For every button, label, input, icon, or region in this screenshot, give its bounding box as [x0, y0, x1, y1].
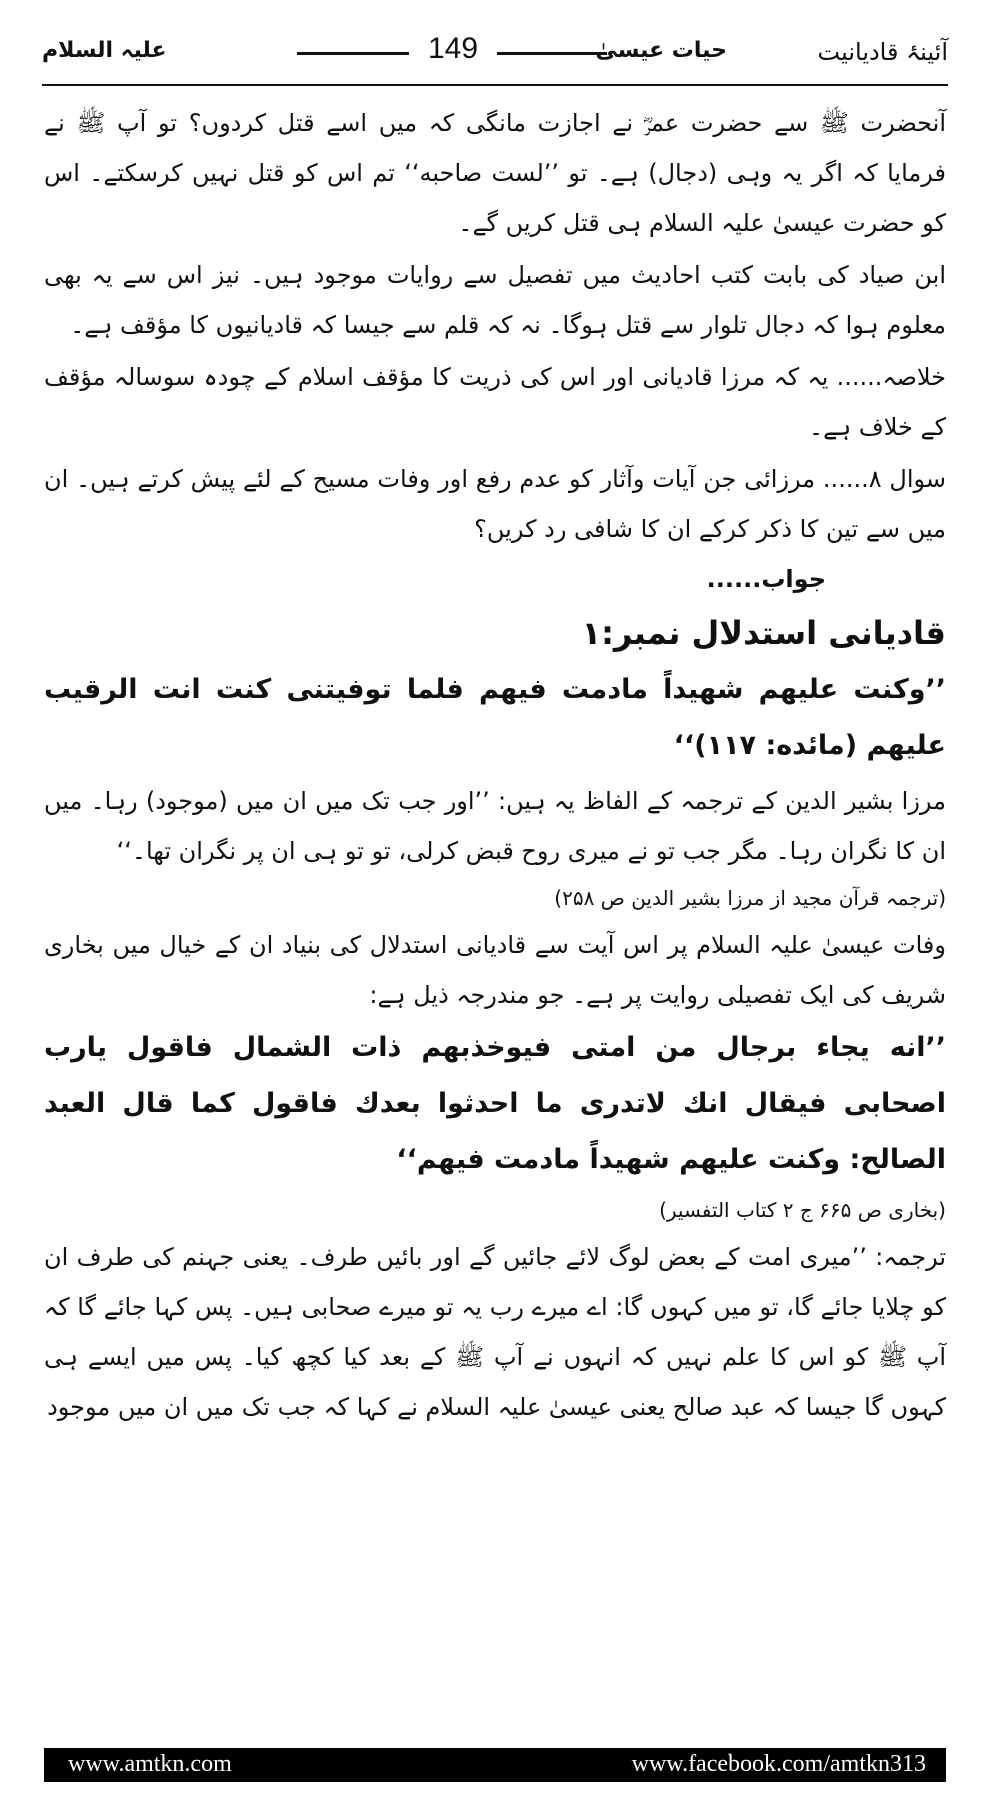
- translation-reference: (ترجمہ قرآن مجید از مرزا بشیر الدین ص ۲۵۸): [554, 886, 946, 910]
- page-footer: [44, 1748, 946, 1782]
- translation-paragraph: مرزا بشیر الدین کے ترجمہ کے الفاظ یہ ہیں: ’’اور جب تک میں ان میں (موجود) رہا۔ میں ان کا نگران رہا۔ مگر جب تو نے میری روح قبض کرلی، تو تو ہی ان پر نگران تھا۔‘‘: [44, 787, 946, 865]
- paragraph-summary: خلاصہ...... یہ کہ مرزا قادیانی اور اس کی ذریت کا مؤقف اسلام کے چودہ سوسالہ مؤقف کے خلاف ہے۔: [44, 363, 946, 441]
- answer-label: جواب......: [706, 565, 826, 593]
- header-left-text: علیہ السلام: [42, 38, 167, 63]
- page-number: 149: [427, 32, 479, 65]
- paragraph-ibn-sayyad: ابن صیاد کی بابت کتب احادیث میں تفصیل سے روایات موجود ہیں۔ نیز اس سے یہ بھی معلوم ہوا کہ دجال تلوار سے قتل ہوگا۔ نہ کہ قلم سے جیسا کہ قادیانیوں کا مؤقف ہے۔: [44, 261, 946, 339]
- hadith-text: ’’انه یجاء برجال من امتی فیوخذبهم ذات الشمال فاقول یارب اصحابی فیقال انك لاتدری ما احدثوا بعدك فاقول کما قال العبد الصالح: وکنت علیهم شهیداً مادمت فیهم‘‘: [44, 1032, 946, 1175]
- paragraph-question: سوال ۸...... مرزائی جن آیات وآثار کو عدم رفع اور وفات مسیح کے لئے پیش کرتے ہیں۔ ان میں سے تین کا ذکر کرکے ان کا شافی رد کریں؟: [44, 465, 947, 543]
- quran-verse: ’’وکنت علیهم شهیداً مادمت فیهم فلما توفیتنی کنت انت الرقیب علیهم (مائده: ۱۱۷)‘‘: [44, 674, 946, 761]
- header-rule-right: [497, 52, 607, 55]
- header-divider: [42, 84, 948, 86]
- final-paragraph: ترجمہ: ’’میری امت کے بعض لوگ لائے جائیں گے اور بائیں طرف۔ یعنی جہنم کی طرف ان کو چلایا جائے گا، تو میں کہوں گا: اے میرے رب یہ تو میرے صحابی ہیں۔ پس کہا جائے گا کہ آپ ﷺ کو اس کا علم نہیں کہ انہوں نے آپ ﷺ کے بعد کیا کچھ کیا۔ پس میں ایسے ہی کہوں گا جیسا کہ عبد صالح یعنی عیسیٰ علیہ السلام نے کہا کہ جب تک میں ان میں موجود: [44, 1243, 946, 1421]
- hadith-reference: (بخاری ص ۶۶۵ ج ۲ کتاب التفسیر): [659, 1198, 946, 1222]
- footer-facebook-link[interactable]: www.facebook.com/amtkn313: [631, 1751, 926, 1777]
- page-body: [44, 98, 946, 1738]
- header-rule-left: [297, 52, 409, 55]
- page-number-group: [297, 32, 607, 72]
- page-header: [42, 28, 948, 88]
- basis-paragraph: وفات عیسیٰ علیہ السلام پر اس آیت سے قادیانی استدلال کی بنیاد ان کے خیال میں بخاری شریف کی ایک تفصیلی روایت پر ہے۔ جو مندرجہ ذیل ہے:: [44, 931, 946, 1009]
- paragraph-intro: آنحضرت ﷺ سے حضرت عمرؓ نے اجازت مانگی کہ میں اسے قتل کردوں؟ تو آپ ﷺ نے فرمایا کہ اگر یہ وہی (دجال) ہے۔ تو ’’لست صاحبه‘‘ تم اس کو قتل نہیں کرسکتے۔ اس کو حضرت عیسیٰ علیہ السلام ہی قتل کریں گے۔: [44, 109, 946, 237]
- footer-website-link[interactable]: www.amtkn.com: [68, 1751, 232, 1777]
- chapter-title: حیات عیسیٰ: [595, 38, 727, 63]
- book-title: آئینۂ قادیانیت: [817, 38, 948, 66]
- section-heading: قادیانی استدلال نمبر:۱: [581, 614, 946, 652]
